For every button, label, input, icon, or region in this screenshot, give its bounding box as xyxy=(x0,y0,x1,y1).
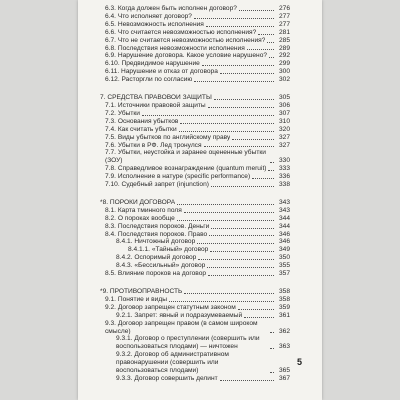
dot-leader xyxy=(184,212,274,213)
toc-entry xyxy=(100,238,290,246)
page-number: 5 xyxy=(296,357,302,367)
dot-leader xyxy=(177,220,274,221)
toc-entry-page: 327 xyxy=(278,133,290,141)
toc-entry xyxy=(100,68,290,76)
toc-chapter xyxy=(100,94,290,102)
dot-leader xyxy=(197,243,274,244)
toc-entry xyxy=(100,270,290,278)
section-gap xyxy=(100,278,290,288)
toc-entry-label: 7.3. Основания убытков xyxy=(105,117,179,125)
toc-entry-page: 365 xyxy=(278,367,290,375)
section-gap xyxy=(100,84,290,94)
dot-leader xyxy=(208,107,274,108)
toc-entry-page: 306 xyxy=(278,101,290,109)
toc-entry-page: 344 xyxy=(278,222,290,230)
toc-entry-label: 6.11. Нарушение и отказ от договора xyxy=(105,68,218,76)
toc-entry xyxy=(100,173,290,181)
toc-entry xyxy=(100,5,290,13)
toc-entry-page: 338 xyxy=(278,181,290,189)
toc-entry-label: 9.2.1. Запрет: явный и подразумеваемый xyxy=(116,311,243,319)
toc-entry-page: 289 xyxy=(278,44,290,52)
toc-entry-page: 292 xyxy=(278,52,290,60)
section-gap xyxy=(100,189,290,199)
toc-entry xyxy=(100,118,290,126)
toc-entry-label: 6.9. Нарушение договора. Какое условие нарушено? xyxy=(105,52,268,60)
toc-entry-page: 330 xyxy=(278,157,290,165)
dot-leader xyxy=(210,251,274,252)
dot-leader xyxy=(270,162,274,163)
toc-entry xyxy=(100,181,290,189)
dot-leader xyxy=(252,178,274,179)
toc-entry-page: 299 xyxy=(278,60,290,68)
toc-entry xyxy=(100,134,290,142)
toc-entry xyxy=(100,165,290,173)
toc-entry-label: 9.2. Договор запрещен статутным законом xyxy=(105,303,236,311)
toc-entry-label: 7.8. Справедливое вознаграждение (quantum meruit) xyxy=(105,165,267,173)
toc-entry-label: 9.3. Договор запрещен правом (в самом широком смысле) xyxy=(105,319,258,335)
toc-entry-label: 8.3. Последствия пороков. Деньги xyxy=(105,222,210,230)
toc-entry-label: 7. СРЕДСТВА ПРАВОВОЙ ЗАЩИТЫ xyxy=(100,94,212,102)
toc-entry-label: 9.3.2. Договор об административном правонарушении (совершить или воспользоваться плодами) xyxy=(116,351,229,375)
dot-leader xyxy=(202,65,274,66)
dot-leader xyxy=(238,309,274,310)
toc-chapter xyxy=(100,288,290,296)
toc-entry xyxy=(100,262,290,270)
toc-entry-page: 277 xyxy=(278,20,290,28)
toc-entry xyxy=(100,142,290,150)
dot-leader xyxy=(244,317,274,318)
toc-entry-page: 355 xyxy=(278,262,290,270)
toc-entry-page: 367 xyxy=(278,374,290,382)
dot-leader xyxy=(211,228,274,229)
toc-entry xyxy=(100,215,290,223)
toc-entry-label: 6.12. Расторгли по согласию xyxy=(105,76,193,84)
dot-leader xyxy=(169,301,274,302)
toc-entry-page: 302 xyxy=(278,76,290,84)
toc-entry-page: 327 xyxy=(278,141,290,149)
dot-leader xyxy=(270,372,274,373)
toc-entry-label: 6.3. Когда должен быть исполнен договор? xyxy=(105,5,237,12)
toc-entry xyxy=(100,304,290,312)
toc-entry-page: 343 xyxy=(278,198,290,206)
toc-entry-page: 285 xyxy=(278,36,290,44)
toc-entry-label: 6.6. Что считается невозможностью исполнения? xyxy=(105,28,257,36)
dot-leader xyxy=(206,26,274,27)
toc-entry-page: 336 xyxy=(278,173,290,181)
dot-leader xyxy=(177,204,274,205)
toc-entry xyxy=(100,231,290,239)
toc-entry-label: 7.2. Убытки xyxy=(105,109,140,117)
toc-entry xyxy=(100,223,290,231)
toc-entry-page: 349 xyxy=(278,246,290,254)
toc-entry-label: 6.5. Невозможность исполнения xyxy=(105,20,204,28)
toc-entry xyxy=(100,110,290,118)
toc-entry-page: 333 xyxy=(278,165,290,173)
dot-leader xyxy=(211,186,274,187)
toc-entry-label: 9.3.1. Договор о преступлении (совершить или воспользоваться плодами) — ничтожен xyxy=(116,335,260,351)
toc-entry-page: 358 xyxy=(278,288,290,295)
dot-leader xyxy=(194,18,274,19)
toc-entry-page: 307 xyxy=(278,109,290,117)
dot-leader xyxy=(268,170,274,171)
toc-entry-label: *9. ПРОТИВОПРАВНОСТЬ xyxy=(100,288,183,295)
toc-entry-page: 358 xyxy=(278,295,290,303)
toc-entry xyxy=(100,375,290,383)
toc-entry-label: 8.4. Последствия пороков. Право xyxy=(105,230,208,238)
dot-leader xyxy=(208,275,274,276)
toc-entry-page: 359 xyxy=(278,303,290,311)
toc-entry-label: 7.9. Исполнение в натуре (specific performance) xyxy=(105,173,251,181)
toc-entry xyxy=(100,320,290,336)
toc-entry-label: 8.5. Влияние пороков на договор xyxy=(105,270,207,278)
toc-entry xyxy=(100,52,290,60)
toc-entry xyxy=(100,76,290,84)
toc-entry xyxy=(100,45,290,53)
table-of-contents xyxy=(100,5,290,383)
toc-entry-page: 343 xyxy=(278,206,290,214)
toc-entry xyxy=(100,312,290,320)
toc-entry-label: 8.4.2. Оспоримый договор xyxy=(116,254,197,262)
toc-entry xyxy=(100,296,290,304)
toc-entry-page: 310 xyxy=(278,117,290,125)
toc-entry-page: 363 xyxy=(278,343,290,351)
book-page xyxy=(78,0,322,400)
toc-entry-label: 6.10. Предвидимое нарушение xyxy=(105,60,200,68)
toc-entry xyxy=(100,126,290,134)
toc-entry xyxy=(100,335,290,351)
dot-leader xyxy=(214,99,274,100)
toc-entry-page: 277 xyxy=(278,12,290,20)
dot-leader xyxy=(247,49,274,50)
toc-entry xyxy=(100,207,290,215)
dot-leader xyxy=(198,259,274,260)
dot-leader xyxy=(220,380,274,381)
toc-entry xyxy=(100,37,290,45)
dot-leader xyxy=(258,34,274,35)
toc-entry-label: 8.4.1. Ничтожный договор xyxy=(116,238,196,246)
toc-entry-page: 344 xyxy=(278,214,290,222)
toc-entry-page: 346 xyxy=(278,230,290,238)
toc-entry-label: 7.1. Источники правовой защиты xyxy=(105,101,206,109)
toc-entry-label: 7.7. Убытки, неустойка и заранее оцененные убытки (ЗОУ) xyxy=(105,149,266,165)
toc-entry xyxy=(100,149,290,165)
toc-entry-page: 362 xyxy=(278,327,290,335)
toc-entry xyxy=(100,60,290,68)
dot-leader xyxy=(179,131,274,132)
toc-entry-page: 281 xyxy=(278,28,290,36)
dot-leader xyxy=(180,123,274,124)
toc-entry-label: 9.3.3. Договор совершить делинт xyxy=(116,374,218,382)
toc-entry-label: 7.6. Убытки в РФ. Лед тронулся xyxy=(105,141,202,149)
toc-entry-label: 8.4.1.1. «Тайный» договор xyxy=(128,246,209,254)
toc-entry xyxy=(100,254,290,262)
toc-entry-label: 6.8. Последствия невозможности исполнения xyxy=(105,44,245,52)
toc-entry-label: 8.1. Карта тминного поля xyxy=(105,206,182,214)
toc-entry-label: 7.5. Виды убытков по английскому праву xyxy=(105,133,231,141)
toc-entry-page: 320 xyxy=(278,125,290,133)
toc-entry-page: 276 xyxy=(278,5,290,12)
dot-leader xyxy=(194,81,274,82)
toc-entry-label: *8. ПОРОКИ ДОГОВОРА xyxy=(100,198,176,206)
toc-entry-page: 305 xyxy=(278,94,290,102)
dot-leader xyxy=(270,348,274,349)
toc-entry xyxy=(100,351,290,375)
toc-entry-page: 346 xyxy=(278,238,290,246)
dot-leader xyxy=(204,146,274,147)
dot-leader xyxy=(209,235,274,236)
toc-entry-page: 350 xyxy=(278,254,290,262)
dot-leader xyxy=(270,332,274,333)
toc-entry-label: 8.4.3. «Бессильный» договор xyxy=(116,262,206,270)
dot-leader xyxy=(267,42,274,43)
toc-entry-label: 8.2. О пороках вообще xyxy=(105,214,175,222)
dot-leader xyxy=(184,293,274,294)
dot-leader xyxy=(142,115,274,116)
dot-leader xyxy=(232,139,274,140)
toc-entry xyxy=(100,102,290,110)
dot-leader xyxy=(207,267,274,268)
toc-entry-page: 357 xyxy=(278,270,290,278)
toc-entry-label: 6.4. Что исполняет договор? xyxy=(105,12,192,20)
dot-leader xyxy=(220,73,274,74)
toc-entry-label: 7.10. Судебный запрет (injunction) xyxy=(105,181,209,189)
toc-entry-page: 300 xyxy=(278,68,290,76)
toc-entry-label: 7.4. Как считать убытки xyxy=(105,125,177,133)
toc-entry-label: 6.7. Что не считается невозможностью исполнения? xyxy=(105,36,266,44)
toc-entry xyxy=(100,246,290,254)
toc-entry-label: 9.1. Понятие и виды xyxy=(105,295,167,303)
toc-entry xyxy=(100,13,290,21)
toc-chapter xyxy=(100,199,290,207)
dot-leader xyxy=(239,10,274,11)
toc-entry xyxy=(100,21,290,29)
toc-entry xyxy=(100,29,290,37)
toc-entry-page: 361 xyxy=(278,311,290,319)
dot-leader xyxy=(269,57,274,58)
